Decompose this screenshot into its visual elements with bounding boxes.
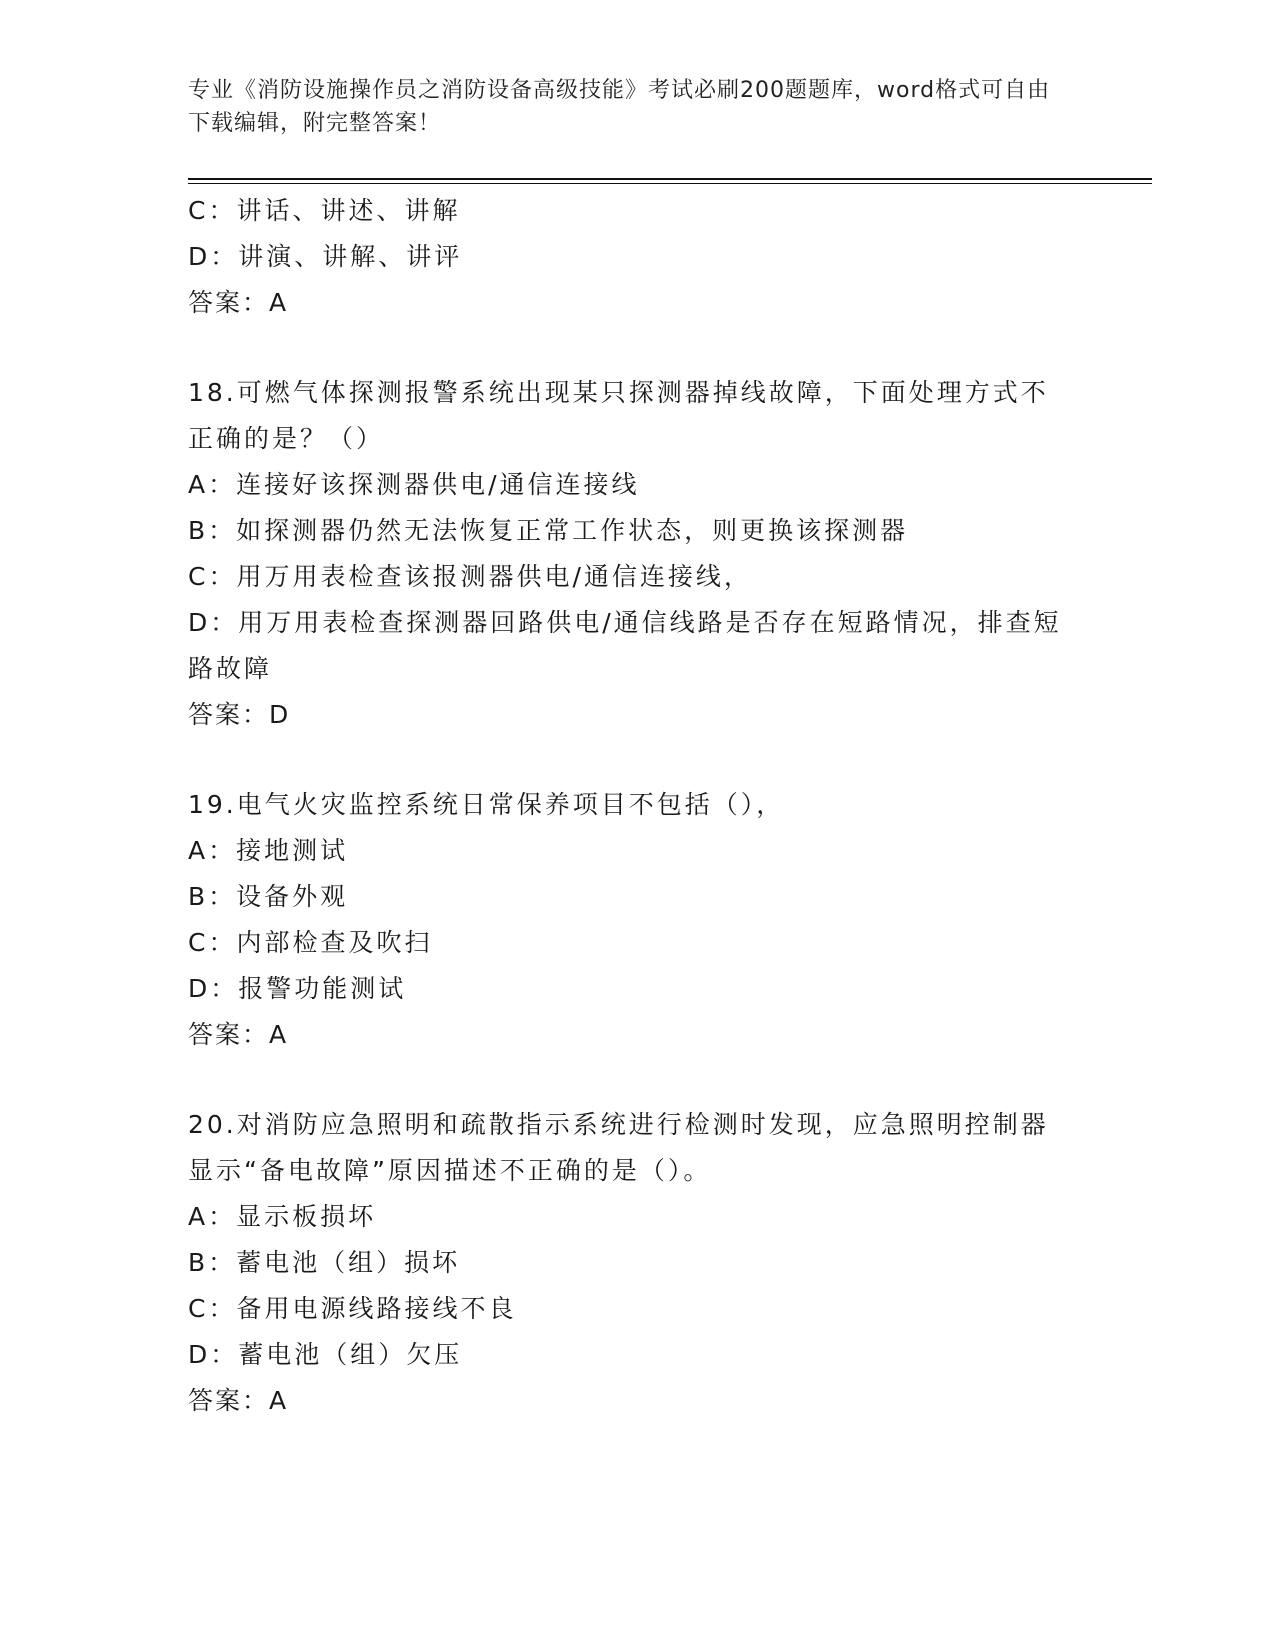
answer-line: 答案：A <box>188 1020 289 1049</box>
option-a: A：显示板损坏 <box>188 1202 377 1231</box>
question-stem: 20.对消防应急照明和疏散指示系统进行检测时发现，应急照明控制器显示“备电故障”原因描述不正确的是（）。 <box>188 1110 1049 1185</box>
option-c: C：内部检查及吹扫 <box>188 928 433 957</box>
option-c: C：备用电源线路接线不良 <box>188 1294 517 1323</box>
option-a: A：连接好该探测器供电/通信连接线 <box>188 470 640 499</box>
question-20 <box>188 1102 1068 1424</box>
question-stem: 19.电气火灾监控系统日常保养项目不包括（）， <box>188 790 785 819</box>
previous-question-fragment <box>188 188 1068 326</box>
option-d: D：讲演、讲解、讲评 <box>188 242 463 271</box>
option-c: C：讲话、讲述、讲解 <box>188 196 461 225</box>
header-divider-thick <box>188 178 1152 180</box>
question-list <box>188 188 1068 1424</box>
document-header: 专业《消防设施操作员之消防设备高级技能》考试必刷200题题库，word格式可自由下载编辑，附完整答案！ <box>188 78 1051 136</box>
option-d: D：蓄电池（组）欠压 <box>188 1340 463 1369</box>
answer-line: 答案：A <box>188 1386 289 1415</box>
option-d: D：报警功能测试 <box>188 974 407 1003</box>
question-19 <box>188 782 1068 1058</box>
answer-line: 答案：D <box>188 700 291 729</box>
question-stem: 18.可燃气体探测报警系统出现某只探测器掉线故障，下面处理方式不正确的是？（） <box>188 378 1049 453</box>
option-d: D：用万用表检查探测器回路供电/通信线路是否存在短路情况，排查短路故障 <box>188 608 1062 683</box>
option-b: B：蓄电池（组）损坏 <box>188 1248 461 1277</box>
question-18 <box>188 370 1068 738</box>
option-c: C：用万用表检查该报测器供电/通信连接线， <box>188 562 752 591</box>
header-divider-thin <box>188 183 1152 184</box>
option-b: B：如探测器仍然无法恢复正常工作状态，则更换该探测器 <box>188 516 909 545</box>
answer-line: 答案：A <box>188 288 289 317</box>
option-b: B：设备外观 <box>188 882 349 911</box>
option-a: A：接地测试 <box>188 836 349 865</box>
